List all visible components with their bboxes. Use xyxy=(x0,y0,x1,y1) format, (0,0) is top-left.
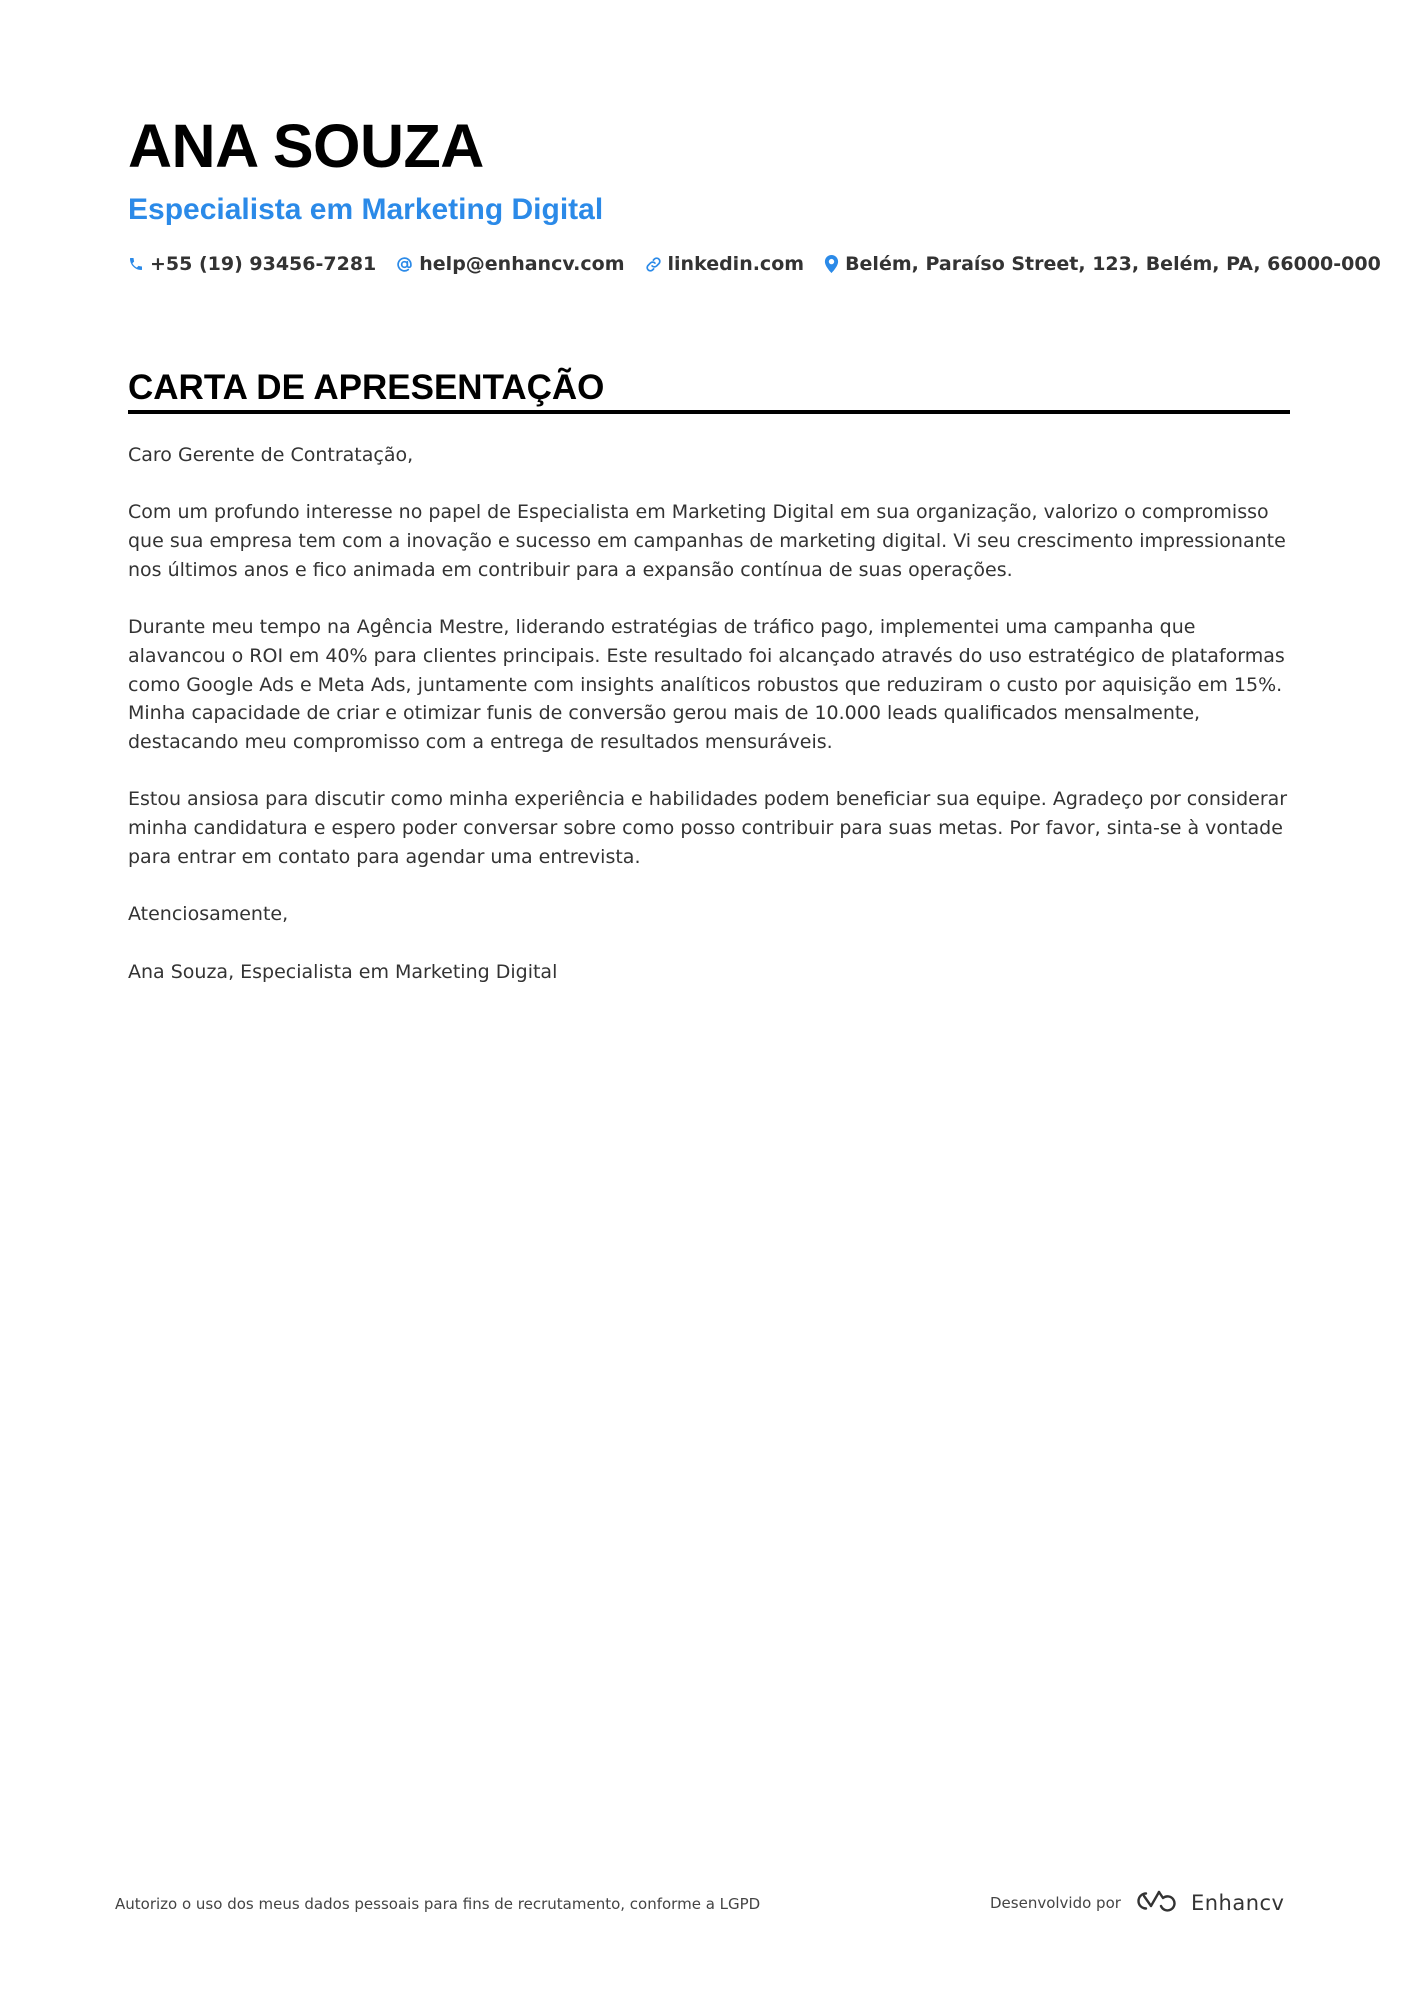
powered-by[interactable] xyxy=(990,1888,1284,1918)
brand-name: Enhancv xyxy=(1190,1891,1285,1915)
contact-location-text: Belém, Paraíso Street, 123, Belém, PA, 66000-000 xyxy=(845,253,1381,275)
letter-closing: Atenciosamente, xyxy=(128,903,289,926)
letter-paragraph: Estou ansiosa para discutir como minha experiência e habilidades podem beneficiar sua equipe. Agradeço por considerar minha candidatura e espero poder conversar sobre como posso contribuir para suas metas. Por favor, sinta-se à vontade para entrar em contato para agendar uma entrevista. xyxy=(128,788,1288,868)
letter-paragraph: Durante meu tempo na Agência Mestre, liderando estratégias de tráfico pago, implementei uma campanha que alavancou o ROI em 40% para clientes principais. Este resultado foi alcançado através do uso estratégico de plataformas como Google Ads e Meta Ads, juntamente com insights analíticos robustos que reduziram o custo por aquisição em 15%. Minha capacidade de criar e otimizar funis de conversão gerou mais de 10.000 leads qualificados mensalmente, destacando meu compromisso com a entrega de resultados mensuráveis. xyxy=(128,616,1285,753)
section-divider xyxy=(128,410,1290,414)
letter-body xyxy=(128,441,1292,1015)
contact-email-text: help@enhancv.com xyxy=(419,253,625,275)
contact-phone-text: +55 (19) 93456-7281 xyxy=(150,253,377,275)
lgpd-consent-note: Autorizo o uso dos meus dados pessoais para fins de recrutamento, conforme a LGPD xyxy=(115,1895,761,1913)
section-heading: CARTA DE APRESENTAÇÃO xyxy=(128,368,605,407)
candidate-title: Especialista em Marketing Digital xyxy=(128,193,604,226)
contact-linkedin-text: linkedin.com xyxy=(667,253,805,275)
powered-by-label: Desenvolvido por xyxy=(990,1894,1121,1912)
contact-linkedin[interactable] xyxy=(645,253,805,275)
contact-location xyxy=(824,253,1381,275)
letter-signature: Ana Souza, Especialista em Marketing Digital xyxy=(128,960,558,983)
contact-phone[interactable] xyxy=(128,253,376,275)
letter-salutation: Caro Gerente de Contratação, xyxy=(128,444,414,466)
enhancv-logo-icon xyxy=(1133,1888,1179,1918)
candidate-name: ANA SOUZA xyxy=(128,112,484,180)
at-icon xyxy=(396,256,413,273)
location-pin-icon xyxy=(824,255,839,273)
link-icon xyxy=(645,256,662,273)
contact-bar xyxy=(128,253,1381,275)
contact-email[interactable] xyxy=(396,253,624,275)
phone-icon xyxy=(128,256,144,272)
letter-paragraph: Com um profundo interesse no papel de Especialista em Marketing Digital em sua organização, valorizo o compromisso que sua empresa tem com a inovação e sucesso em campanhas de marketing digital. Vi seu crescimento impressionante nos últimos anos e fico animada em contribuir para a expansão contínua de suas operações. xyxy=(128,501,1286,581)
